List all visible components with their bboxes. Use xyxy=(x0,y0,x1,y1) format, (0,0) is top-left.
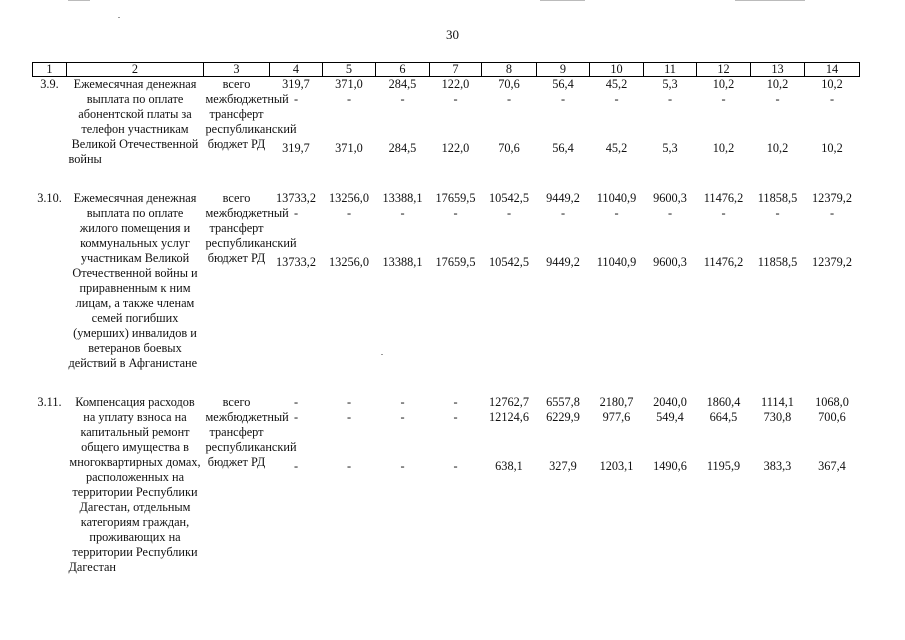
value-spacer xyxy=(807,107,858,124)
funding-source-cell xyxy=(204,395,297,575)
value-cell xyxy=(590,395,644,575)
column-header: 14 xyxy=(805,63,860,77)
table-row xyxy=(33,191,860,371)
value-spacer xyxy=(325,107,374,124)
column-header: 4 xyxy=(270,63,323,77)
value-total: 2040,0 xyxy=(653,395,687,409)
value-spacer xyxy=(378,442,428,459)
value-spacer xyxy=(378,107,428,124)
value-cell xyxy=(537,395,590,575)
column-header: 5 xyxy=(323,63,376,77)
table-row xyxy=(33,395,860,575)
value-intertransfer: - xyxy=(400,206,405,220)
value-intertransfer: - xyxy=(453,206,458,220)
value-total: 10542,5 xyxy=(489,191,529,205)
value-cell xyxy=(430,77,482,168)
funding-source: межбюджетный трансферт xyxy=(205,410,289,439)
value-cell xyxy=(805,77,860,168)
value-cell xyxy=(590,77,644,168)
value-spacer xyxy=(699,425,749,442)
column-header: 3 xyxy=(204,63,270,77)
value-spacer xyxy=(646,238,695,255)
value-cell xyxy=(537,77,590,168)
value-republic: 17659,5 xyxy=(435,255,476,269)
value-spacer xyxy=(484,124,535,141)
value-spacer xyxy=(378,238,428,255)
value-intertransfer: 549,4 xyxy=(656,410,684,424)
value-spacer xyxy=(592,107,642,124)
value-spacer xyxy=(539,124,588,141)
value-spacer xyxy=(325,425,374,442)
value-republic: - xyxy=(453,459,458,473)
value-republic: 13388,1 xyxy=(382,255,423,269)
value-intertransfer: - xyxy=(775,206,780,220)
value-spacer xyxy=(539,238,588,255)
value-cell xyxy=(323,191,376,371)
value-total: 284,5 xyxy=(388,77,417,91)
value-intertransfer: - xyxy=(293,410,299,424)
value-total: - xyxy=(400,395,405,409)
value-republic: 383,3 xyxy=(763,459,792,473)
column-header: 6 xyxy=(376,63,430,77)
value-spacer xyxy=(325,124,374,141)
value-intertransfer: - xyxy=(560,206,566,220)
value-cell xyxy=(644,191,697,371)
value-spacer xyxy=(325,221,374,238)
value-spacer xyxy=(699,238,749,255)
value-spacer xyxy=(432,124,480,141)
column-header: 9 xyxy=(537,63,590,77)
value-total: 5,3 xyxy=(662,77,678,91)
value-republic: 9449,2 xyxy=(546,255,580,269)
value-total: 10,2 xyxy=(821,77,843,91)
funding-source: республиканский бюджет РД xyxy=(205,440,297,469)
value-total: 1860,4 xyxy=(706,395,741,409)
value-cell xyxy=(537,191,590,371)
row-gap xyxy=(33,371,860,395)
value-spacer xyxy=(378,425,428,442)
value-republic: 10,2 xyxy=(821,141,843,155)
value-intertransfer: 6229,9 xyxy=(546,410,580,424)
value-spacer xyxy=(807,442,858,459)
value-cell xyxy=(644,395,697,575)
value-intertransfer: - xyxy=(829,206,835,220)
scan-edge-line xyxy=(540,0,585,1)
value-spacer xyxy=(484,221,535,238)
row-gap xyxy=(33,167,860,191)
value-spacer xyxy=(699,442,749,459)
row-number: 3.10. xyxy=(37,191,62,205)
value-spacer xyxy=(646,425,695,442)
column-header: 11 xyxy=(644,63,697,77)
value-spacer xyxy=(646,107,695,124)
value-republic: 122,0 xyxy=(441,141,470,155)
row-description: Ежемесячная денежная выплата по оплате абонентской платы за телефон участникам Великой Отечественной войны xyxy=(68,77,199,166)
value-spacer xyxy=(592,425,642,442)
value-republic: 5,3 xyxy=(662,141,678,155)
value-cell xyxy=(376,77,430,168)
value-spacer xyxy=(753,238,803,255)
value-spacer xyxy=(432,221,480,238)
value-cell xyxy=(805,395,860,575)
value-spacer xyxy=(484,442,535,459)
value-spacer xyxy=(807,221,858,238)
value-intertransfer: - xyxy=(453,410,458,424)
value-spacer xyxy=(378,221,428,238)
value-intertransfer: - xyxy=(721,92,726,106)
value-spacer xyxy=(592,124,642,141)
value-spacer xyxy=(646,221,695,238)
funding-source: всего xyxy=(222,77,251,91)
funding-source: всего xyxy=(222,395,251,409)
value-republic: 10542,5 xyxy=(489,255,529,269)
value-spacer xyxy=(807,425,858,442)
value-spacer xyxy=(646,124,695,141)
value-republic: 56,4 xyxy=(552,141,574,155)
value-cell xyxy=(376,191,430,371)
row-number: 3.11. xyxy=(37,395,62,409)
value-spacer xyxy=(432,442,480,459)
value-spacer xyxy=(753,221,803,238)
value-spacer xyxy=(539,442,588,459)
table-row xyxy=(33,77,860,168)
value-republic: 11476,2 xyxy=(703,255,744,269)
column-header: 12 xyxy=(697,63,751,77)
value-republic: 638,1 xyxy=(495,459,523,473)
value-republic: 12379,2 xyxy=(812,255,852,269)
value-intertransfer: - xyxy=(614,206,619,220)
value-total: - xyxy=(453,395,458,409)
value-total: 12762,7 xyxy=(489,395,529,409)
column-header: 10 xyxy=(590,63,644,77)
value-total: 45,2 xyxy=(605,77,628,91)
value-spacer xyxy=(753,425,803,442)
value-cell xyxy=(482,395,537,575)
value-total: 70,6 xyxy=(498,77,520,91)
funding-source: республиканский бюджет РД xyxy=(205,236,297,265)
column-header: 7 xyxy=(430,63,482,77)
value-cell xyxy=(644,77,697,168)
value-spacer xyxy=(484,425,535,442)
value-cell xyxy=(751,395,805,575)
value-spacer xyxy=(807,124,858,141)
funding-source: республиканский бюджет РД xyxy=(205,122,297,151)
value-republic: - xyxy=(400,459,405,473)
value-spacer xyxy=(592,221,642,238)
value-republic: 1203,1 xyxy=(599,459,634,473)
funding-source: межбюджетный трансферт xyxy=(205,206,289,235)
value-spacer xyxy=(484,107,535,124)
value-intertransfer: - xyxy=(346,206,352,220)
scan-edge-line xyxy=(68,0,90,1)
value-total: - xyxy=(346,395,352,409)
value-republic: - xyxy=(346,459,352,473)
value-intertransfer: - xyxy=(506,206,512,220)
row-description: Компенсация расходов на уплату взноса на капитальный ремонт общего имущества в многоквартирных домах, расположенных на территории Республики Дагестан, отдельным категориям граждан, проживающих на территории Республики Дагестан xyxy=(68,395,201,574)
value-intertransfer: 730,8 xyxy=(763,410,792,424)
value-intertransfer: - xyxy=(506,92,512,106)
value-total: 9600,3 xyxy=(653,191,687,205)
value-intertransfer: - xyxy=(667,92,673,106)
value-republic: - xyxy=(293,459,299,473)
row-number: 3.9. xyxy=(40,77,59,91)
value-intertransfer: - xyxy=(293,92,299,106)
value-cell xyxy=(697,191,751,371)
value-cell xyxy=(376,395,430,575)
header-row xyxy=(33,63,860,77)
value-intertransfer: - xyxy=(453,92,458,106)
value-spacer xyxy=(539,221,588,238)
value-republic: 10,2 xyxy=(766,141,789,155)
value-total: 13256,0 xyxy=(329,191,369,205)
value-cell xyxy=(323,77,376,168)
value-cell xyxy=(590,191,644,371)
value-spacer xyxy=(807,238,858,255)
value-spacer xyxy=(753,124,803,141)
row-spacer xyxy=(33,167,860,191)
value-republic: 11040,9 xyxy=(596,255,637,269)
value-spacer xyxy=(646,442,695,459)
value-spacer xyxy=(753,107,803,124)
value-republic: 11858,5 xyxy=(757,255,798,269)
value-total: 11040,9 xyxy=(596,191,637,205)
value-intertransfer: - xyxy=(346,410,352,424)
value-total: 1114,1 xyxy=(761,395,794,409)
value-cell xyxy=(482,77,537,168)
value-spacer xyxy=(699,221,749,238)
value-spacer xyxy=(592,238,642,255)
value-spacer xyxy=(432,425,480,442)
value-total: 11476,2 xyxy=(703,191,744,205)
value-republic: 319,7 xyxy=(282,141,310,155)
funding-source: межбюджетный трансферт xyxy=(205,92,289,121)
value-spacer xyxy=(699,107,749,124)
value-total: 13388,1 xyxy=(382,191,423,205)
value-intertransfer: 12124,6 xyxy=(489,410,529,424)
column-header: 1 xyxy=(33,63,67,77)
value-cell xyxy=(805,191,860,371)
column-header: 2 xyxy=(67,63,204,77)
value-cell xyxy=(430,191,482,371)
value-cell xyxy=(430,395,482,575)
value-total: 17659,5 xyxy=(435,191,476,205)
scan-edge-line xyxy=(735,0,805,1)
value-total: 371,0 xyxy=(335,77,363,91)
value-cell xyxy=(751,191,805,371)
column-header: 8 xyxy=(482,63,537,77)
value-total: 10,2 xyxy=(766,77,789,91)
value-spacer xyxy=(325,442,374,459)
value-cell xyxy=(751,77,805,168)
value-spacer xyxy=(432,107,480,124)
value-intertransfer: - xyxy=(721,206,726,220)
value-republic: 1490,6 xyxy=(653,459,687,473)
value-spacer xyxy=(432,238,480,255)
value-intertransfer: 664,5 xyxy=(709,410,738,424)
value-spacer xyxy=(753,442,803,459)
value-republic: 45,2 xyxy=(605,141,628,155)
value-republic: 9600,3 xyxy=(653,255,687,269)
value-intertransfer: - xyxy=(829,92,835,106)
value-total: 319,7 xyxy=(282,77,310,91)
value-total: 122,0 xyxy=(441,77,470,91)
value-total: 1068,0 xyxy=(815,395,849,409)
value-intertransfer: - xyxy=(667,206,673,220)
value-cell xyxy=(323,395,376,575)
row-spacer xyxy=(33,371,860,395)
value-spacer xyxy=(539,425,588,442)
value-total: 12379,2 xyxy=(812,191,852,205)
value-total: 10,2 xyxy=(712,77,735,91)
value-total: 56,4 xyxy=(552,77,574,91)
value-cell xyxy=(482,191,537,371)
value-cell xyxy=(697,395,751,575)
value-spacer xyxy=(592,442,642,459)
value-total: 11858,5 xyxy=(757,191,798,205)
value-spacer xyxy=(539,107,588,124)
value-intertransfer: - xyxy=(346,92,352,106)
value-spacer xyxy=(378,124,428,141)
page-number: 30 xyxy=(446,27,459,42)
value-spacer xyxy=(484,238,535,255)
scan-speck xyxy=(118,17,120,18)
value-republic: 13256,0 xyxy=(329,255,369,269)
value-spacer xyxy=(699,124,749,141)
value-cell xyxy=(697,77,751,168)
value-republic: 13733,2 xyxy=(276,255,316,269)
value-spacer xyxy=(325,238,374,255)
value-republic: 70,6 xyxy=(498,141,520,155)
value-republic: 367,4 xyxy=(818,459,846,473)
value-intertransfer: - xyxy=(614,92,619,106)
value-intertransfer: - xyxy=(293,206,299,220)
value-republic: 371,0 xyxy=(335,141,363,155)
value-total: 13733,2 xyxy=(276,191,316,205)
funding-source: всего xyxy=(222,191,251,205)
value-total: - xyxy=(293,395,299,409)
value-total: 9449,2 xyxy=(546,191,580,205)
column-header: 13 xyxy=(751,63,805,77)
value-republic: 327,9 xyxy=(549,459,577,473)
value-total: 6557,8 xyxy=(546,395,580,409)
value-intertransfer: - xyxy=(775,92,780,106)
value-total: 2180,7 xyxy=(599,395,634,409)
row-description: Ежемесячная денежная выплата по оплате жилого помещения и коммунальных услуг участникам Великой Отечественной войны и приравненным к ним лицам, а также членам семей погибших (умерших) инвалидов и ветеранов боевых действий в Афганистане xyxy=(68,191,198,370)
value-intertransfer: 700,6 xyxy=(818,410,846,424)
value-intertransfer: - xyxy=(400,410,405,424)
value-republic: 1195,9 xyxy=(706,459,741,473)
value-intertransfer: - xyxy=(400,92,405,106)
value-republic: 284,5 xyxy=(388,141,417,155)
value-intertransfer: - xyxy=(560,92,566,106)
budget-table xyxy=(32,62,860,575)
value-intertransfer: 977,6 xyxy=(602,410,631,424)
value-republic: 10,2 xyxy=(712,141,735,155)
